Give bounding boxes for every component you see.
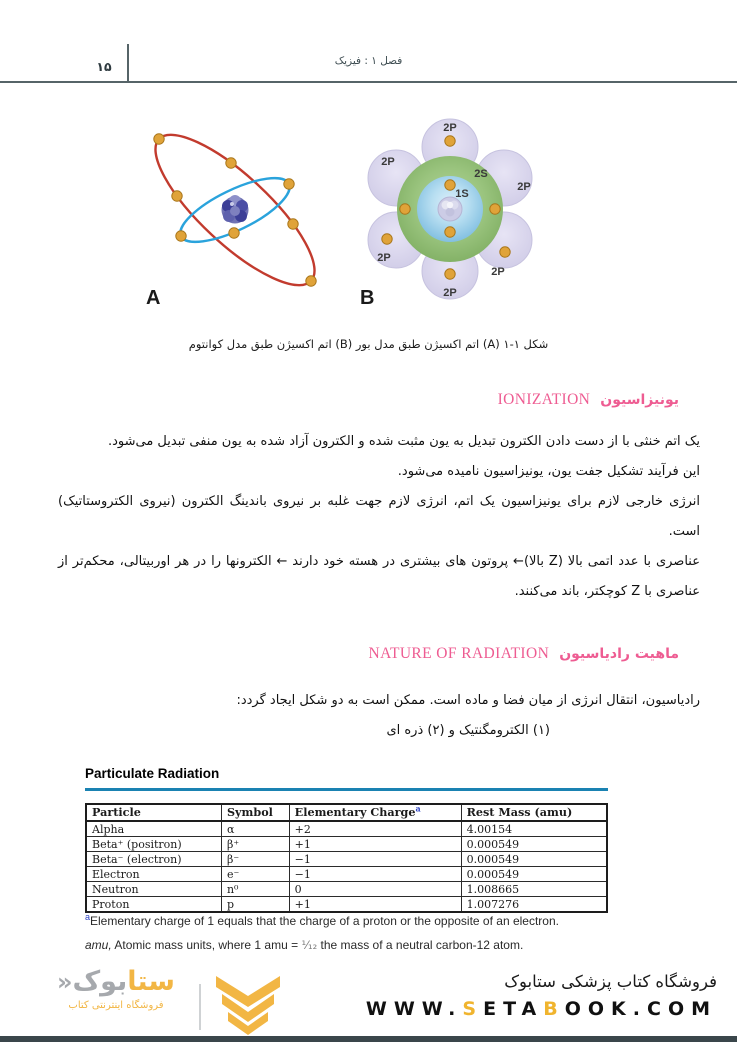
table-row (86, 897, 607, 913)
figure-caption: شکل ۱-۱ (A) اتم اکسیژن طبق مدل بور (B) اتم اکسیژن طبق مدل کوانتوم (188, 337, 549, 351)
logo-text-secondary: بوک (72, 966, 128, 997)
table-row (86, 837, 607, 852)
cell-symbol: β⁺ (221, 837, 289, 852)
footer-bottom-bar (0, 1036, 737, 1042)
fraction-one-twelfth: ¹⁄₁₂ (301, 938, 318, 952)
table-row (86, 882, 607, 897)
bohr-model-diagram (136, 114, 334, 309)
col-header-particle: Particle (86, 804, 221, 821)
logo-chevron-glyph: « (57, 968, 73, 996)
cell-charge: +2 (289, 821, 461, 837)
footnote-text: Atomic mass units, where 1 amu = (111, 938, 302, 952)
table-title: Particulate Radiation (85, 766, 220, 781)
store-title: فروشگاه کتاب پزشکی ستابوک (504, 972, 717, 991)
cell-mass: 1.007276 (461, 897, 607, 913)
table-footnote-a (85, 914, 559, 928)
shell-label-2p: 2P (377, 252, 391, 264)
store-url (366, 998, 717, 1020)
cell-particle: Beta⁺ (positron) (86, 837, 221, 852)
nucleus-a (222, 195, 249, 224)
url-part-highlight: S (462, 998, 484, 1020)
cell-particle: Proton (86, 897, 221, 913)
radiation-heading-fa: ماهیت رادیاسیون (559, 646, 679, 662)
cell-particle: Alpha (86, 821, 221, 837)
page-number: ۱۵ (96, 59, 112, 74)
table-footnote-amu (85, 938, 523, 952)
header-rule (0, 81, 737, 83)
cell-symbol: α (221, 821, 289, 837)
shell-label-2p: 2P (381, 156, 395, 168)
shell-label-2p: 2P (491, 266, 505, 278)
radiation-heading (369, 645, 680, 663)
ionization-heading-fa: یونیزاسیون (600, 392, 679, 408)
setabook-logo (36, 967, 196, 1011)
cell-particle: Neutron (86, 882, 221, 897)
table-title-rule (85, 788, 608, 791)
cell-charge: −1 (289, 852, 461, 867)
paragraph: این فرآیند تشکیل جفت یون، یونیزاسیون نامیده می‌شود. (397, 464, 700, 479)
logo-subtitle: فروشگاه اینترنتی کتاب (68, 1000, 164, 1011)
paragraph: رادیاسیون، انتقال انرژی از میان فضا و ماده است. ممکن است به دو شکل ایجاد گردد: (236, 693, 700, 708)
cell-charge: +1 (289, 837, 461, 852)
footnote-marker: a (85, 912, 91, 922)
cell-charge: +1 (289, 897, 461, 913)
url-part-highlight: B (543, 998, 565, 1020)
header-vertical-divider (127, 44, 129, 82)
cell-symbol: n⁰ (221, 882, 289, 897)
table-body (86, 821, 607, 912)
paragraph: (۱) الکترومگنتیک و (۲) ذره ای (386, 723, 550, 738)
cell-mass: 0.000549 (461, 852, 607, 867)
paragraph: انرژی خارجی لازم برای یونیزاسیون یک اتم، انرژی لازم جهت غلبه بر نیروی باندینگ الکترون (نیروی الکتروستاتیک) است. (58, 494, 700, 539)
footnote-text: Elementary charge of 1 equals that the charge of a proton or the opposite of an electron. (90, 914, 559, 928)
cell-charge: 0 (289, 882, 461, 897)
table-row (86, 867, 607, 882)
footnote-amu-term: amu, (85, 938, 112, 952)
footnote-text: the mass of a neutral carbon-12 atom. (317, 938, 524, 952)
table-header-row (86, 804, 607, 821)
table-row (86, 852, 607, 867)
figure-b-label: B (360, 287, 375, 309)
cell-particle: Beta⁻ (electron) (86, 852, 221, 867)
url-part: WWW. (365, 998, 463, 1020)
cell-symbol: p (221, 897, 289, 913)
url-part: ETA (483, 998, 544, 1020)
col-header-symbol: Symbol (221, 804, 289, 821)
cell-symbol: e⁻ (221, 867, 289, 882)
url-part: OOK.COM (564, 998, 717, 1020)
ionization-heading-en: IONIZATION (497, 391, 591, 408)
shell-label-2p: 2P (517, 181, 531, 193)
cell-particle: Electron (86, 867, 221, 882)
shell-label-2p: 2P (443, 287, 457, 299)
quantum-model-diagram (360, 119, 532, 309)
shell-label-1s: 1S (455, 188, 469, 200)
ionization-heading (498, 391, 679, 409)
shell-label-2s: 2S (474, 168, 488, 180)
book-chevron-icon (212, 974, 284, 1036)
footer-store-info (366, 970, 717, 1020)
logo-text-primary: ستا (127, 966, 175, 997)
radiation-heading-en: NATURE OF RADIATION (368, 645, 550, 662)
cell-mass: 0.000549 (461, 867, 607, 882)
footnote-marker: a (415, 804, 421, 814)
cell-mass: 1.008665 (461, 882, 607, 897)
radiation-paragraphs (58, 686, 700, 746)
paragraph: یک اتم خنثی با از دست دادن الکترون تبدیل به یون مثبت شده و الکترون آزاد شده به یون منفی تبدیل می‌شود. (107, 434, 700, 449)
nucleus-b (438, 197, 462, 221)
col-header-charge: Elementary Charge$^a$ (289, 804, 461, 821)
particulate-radiation-table (85, 803, 608, 913)
col-header-mass: Rest Mass (amu) (461, 804, 607, 821)
chapter-title: فصل ۱ : فیزیک (334, 55, 403, 67)
paragraph: عناصری با عدد اتمی بالا (Z بالا)← پروتون های بیشتری در هسته خود دارند ← الکترونها را در هر اوربیتالی، محکم‌تر از عناصری با Z کوچکتر، باند می‌کنند. (58, 554, 700, 599)
cell-mass: 4.00154 (461, 821, 607, 837)
shell-label-2p: 2P (443, 122, 457, 134)
cell-charge: −1 (289, 867, 461, 882)
logo-wordmark (36, 967, 196, 997)
cell-symbol: β⁻ (221, 852, 289, 867)
figure-a-label: A (146, 287, 161, 309)
atom-models-figure (128, 106, 612, 328)
ionization-paragraphs (58, 427, 700, 607)
cell-mass: 0.000549 (461, 837, 607, 852)
table-row (86, 821, 607, 837)
footer-divider (199, 984, 201, 1030)
